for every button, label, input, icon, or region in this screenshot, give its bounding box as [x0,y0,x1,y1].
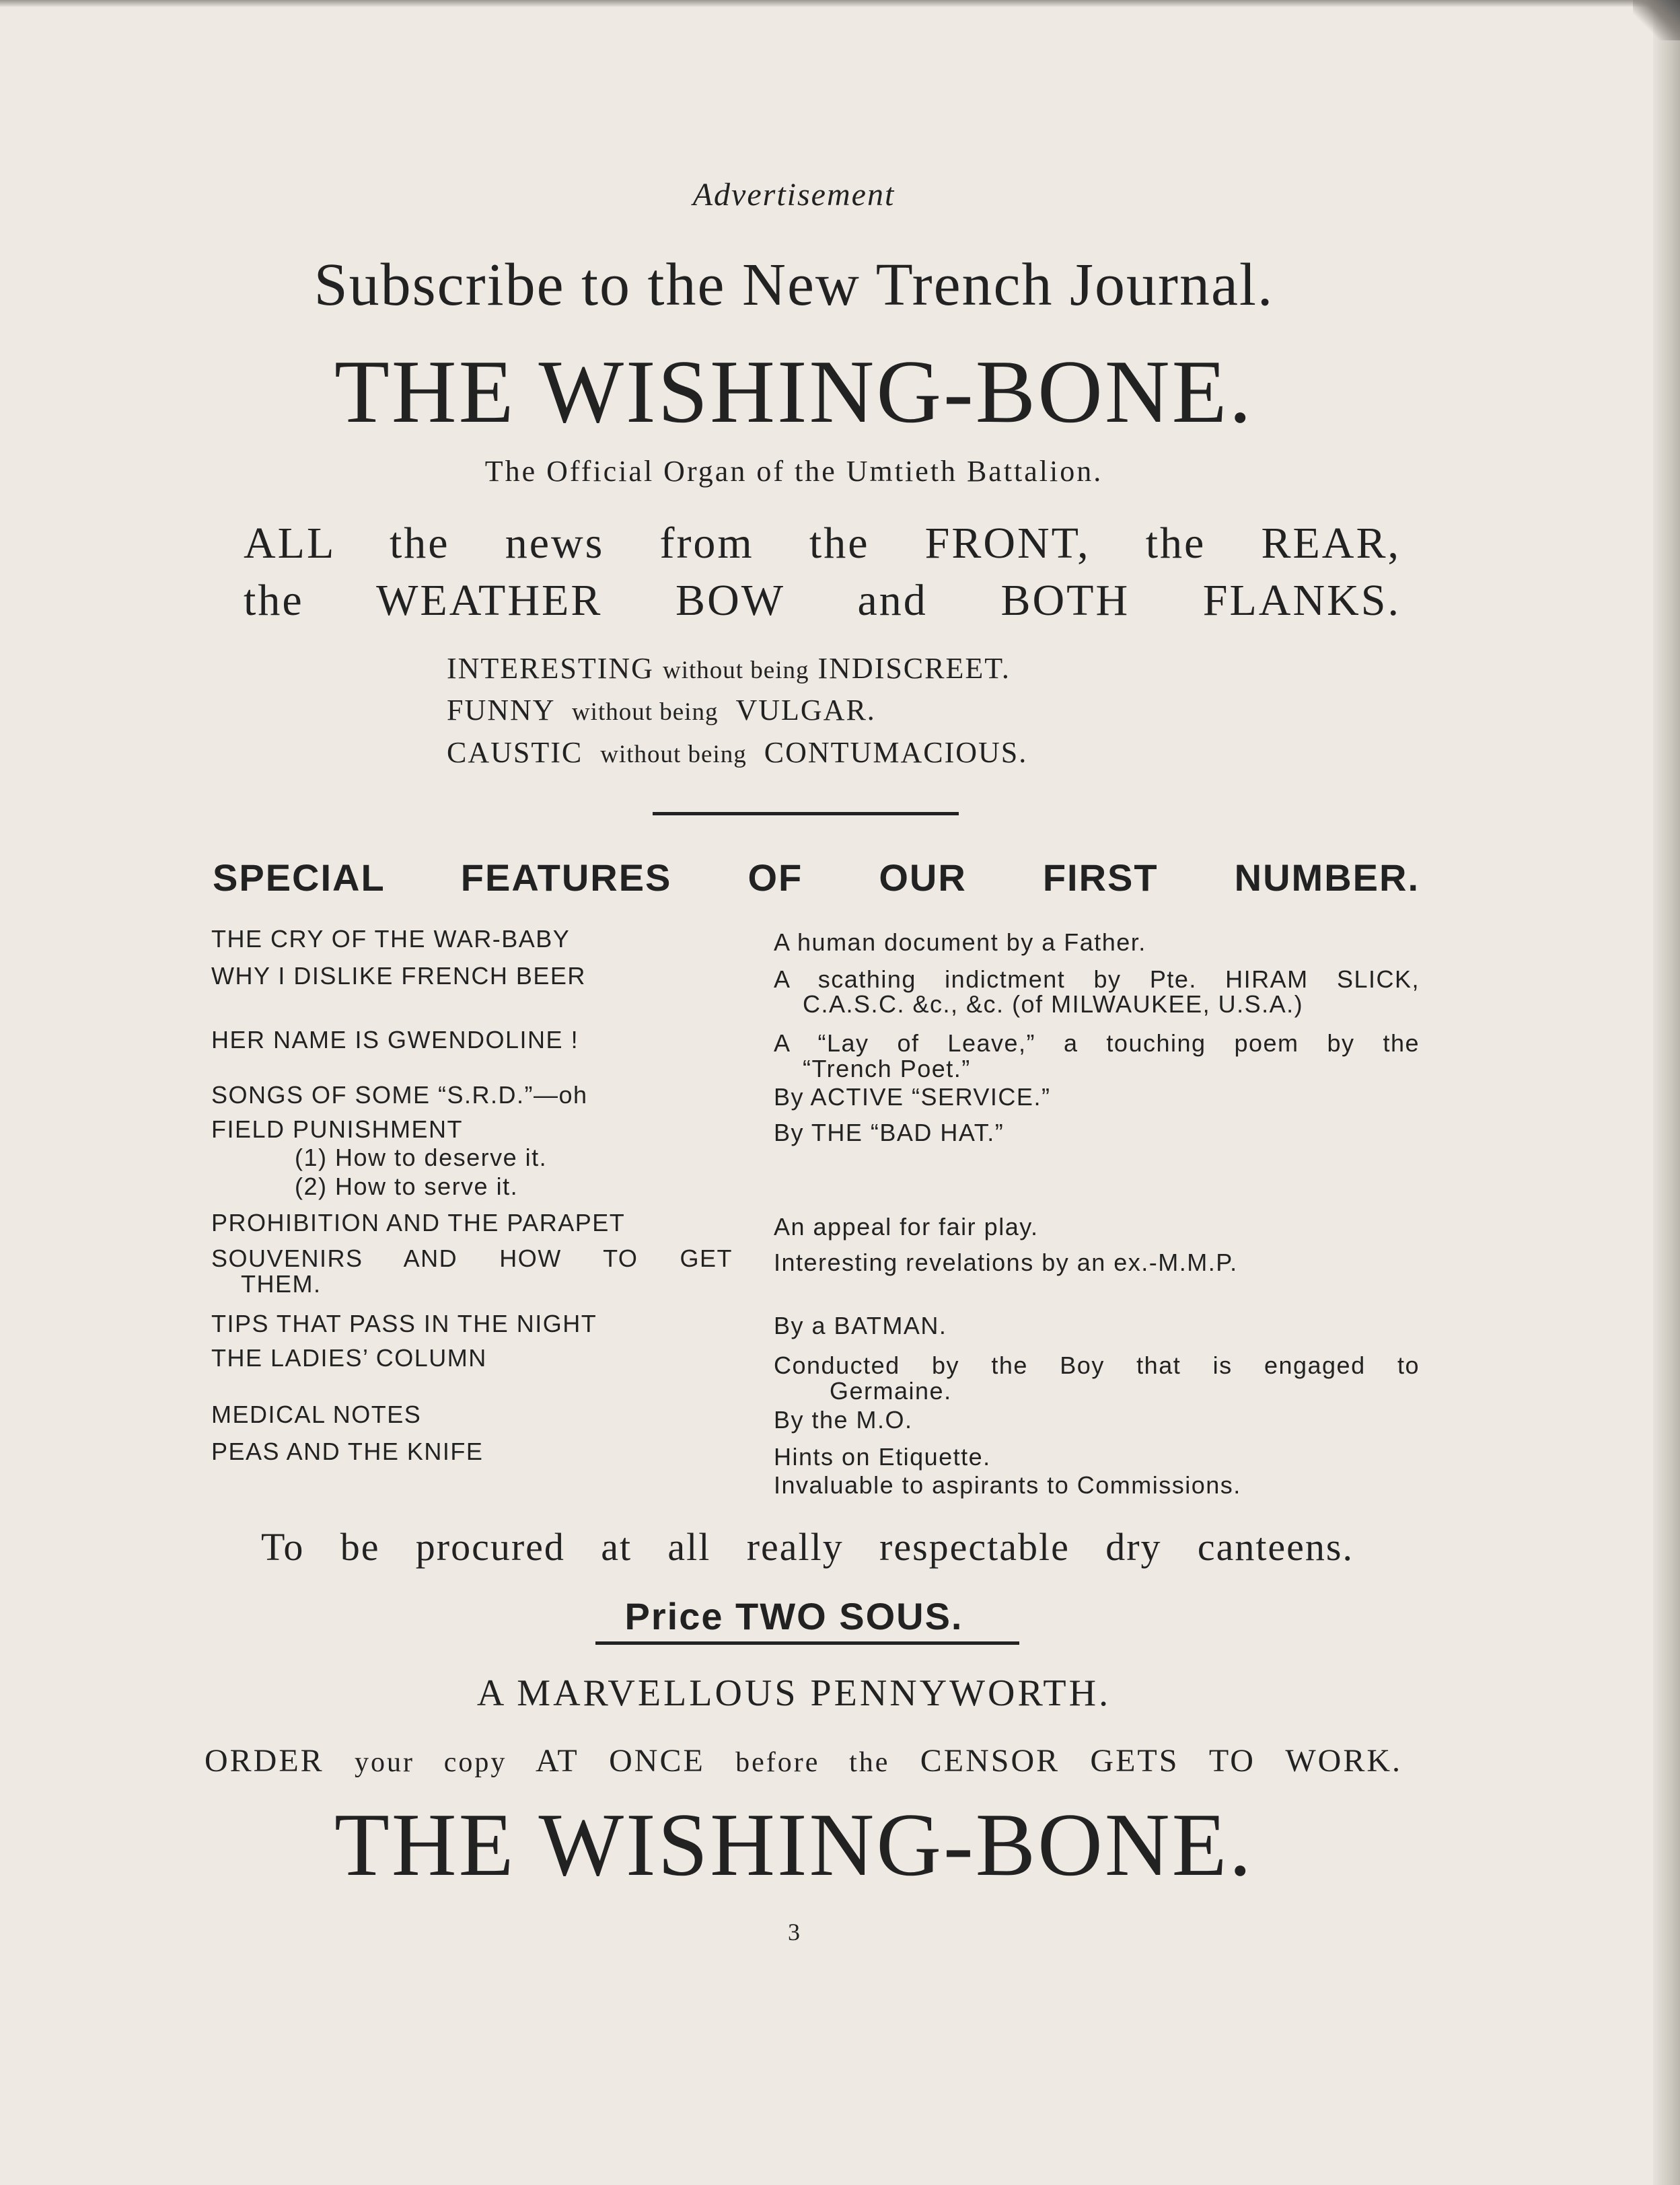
feature-desc: Interesting revelations by an ex.-M.M.P. [774,1249,1238,1276]
page-top-shadow [0,0,1680,7]
pennyworth-line: A MARVELLOUS PENNYWORTH. [476,1672,1111,1714]
feature-desc-cont: Germaine. [830,1377,952,1405]
feature-title-cont: THEM. [241,1270,322,1298]
feature-desc: By THE “BAD HAT.” [774,1119,1005,1146]
feature-desc: A scathing indictment by Pte. HIRAM SLICK, [774,965,1420,993]
feature-title: PEAS AND THE KNIFE [211,1438,484,1465]
price-underline [595,1641,1019,1645]
feature-desc: By the M.O. [774,1406,913,1434]
organ-subtitle: The Official Organ of the Umtieth Battalion. [484,455,1103,488]
feature-title: SOUVENIRS AND HOW TO GET [211,1245,733,1272]
feature-desc-cont: Invaluable to aspirants to Commissions. [774,1471,1241,1499]
feature-title: FIELD PUNISHMENT [211,1115,464,1143]
tagline-2: FUNNY without being VULGAR. [447,694,876,727]
feature-desc: An appeal for fair play. [774,1213,1039,1240]
news-line-1: ALL the news from the FRONT, the REAR, [244,519,1401,568]
feature-desc: By ACTIVE “SERVICE.” [774,1083,1051,1111]
feature-title: SONGS OF SOME “S.R.D.”—oh [211,1081,588,1109]
feature-title: THE LADIES’ COLUMN [211,1344,487,1372]
masthead-title: THE WISHING-BONE. [334,342,1253,441]
feature-desc-cont: “Trench Poet.” [803,1055,971,1082]
closing-title: THE WISHING-BONE. [334,1795,1253,1894]
feature-desc: By a BATMAN. [774,1312,947,1339]
feature-desc: A “Lay of Leave,” a touching poem by the [774,1029,1420,1057]
feature-title: PROHIBITION AND THE PARAPET [211,1209,626,1236]
procure-line: To be procured at all really respectable dry canteens. [261,1525,1354,1569]
feature-desc-cont: C.A.S.C. &c., &c. (of MILWAUKEE, U.S.A.) [803,990,1304,1018]
page-right-edge [1653,0,1680,2185]
feature-subitem: (1) How to deserve it. [295,1144,548,1171]
page-corner-curl [1633,0,1680,40]
order-line: ORDER your copy AT ONCE before the CENSOR GETS TO WORK. [205,1743,1403,1779]
tagline-1: INTERESTING without being INDISCREET. [447,652,1011,685]
subscribe-heading: Subscribe to the New Trench Journal. [314,252,1274,318]
feature-title: TIPS THAT PASS IN THE NIGHT [211,1310,597,1337]
feature-title: WHY I DISLIKE FRENCH BEER [211,962,586,990]
feature-subitem: (2) How to serve it. [295,1173,519,1200]
feature-desc: Conducted by the Boy that is engaged to [774,1351,1420,1379]
tagline-3: CAUSTIC without being CONTUMACIOUS. [447,736,1028,769]
divider-rule [653,812,959,815]
feature-desc: A human document by a Father. [774,928,1146,956]
page-number: 3 [788,1919,800,1946]
feature-title: MEDICAL NOTES [211,1401,422,1428]
feature-title: HER NAME IS GWENDOLINE ! [211,1026,579,1053]
news-line-2: the WEATHER BOW and BOTH FLANKS. [244,576,1401,625]
feature-title: THE CRY OF THE WAR-BABY [211,925,571,953]
features-heading: SPECIAL FEATURES OF OUR FIRST NUMBER. [213,856,1420,899]
feature-desc: Hints on Etiquette. [774,1443,991,1471]
price-line: Price TWO SOUS. [624,1595,963,1637]
advertisement-label: Advertisement [692,177,896,213]
